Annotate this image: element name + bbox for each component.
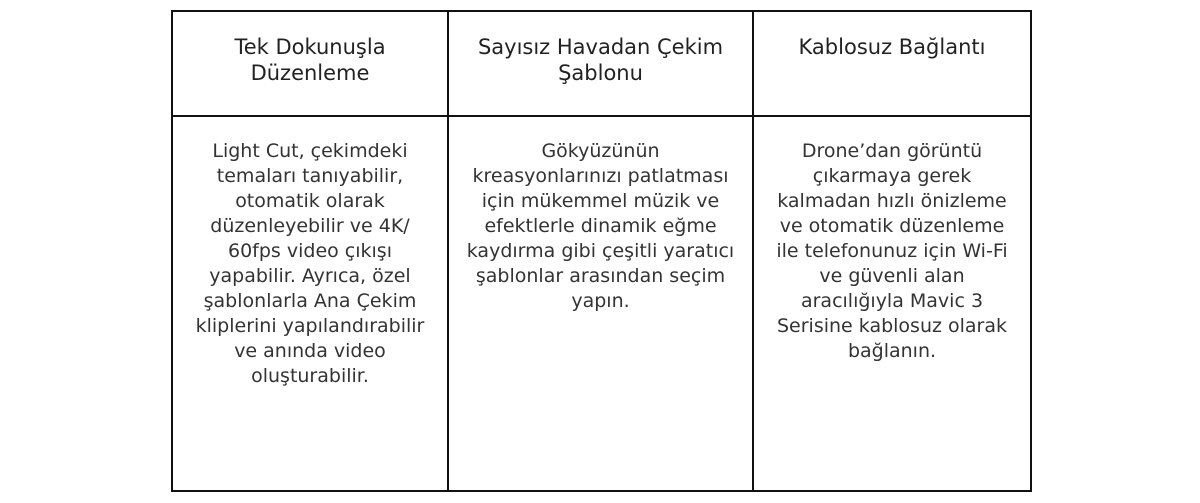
column-description: Light Cut, çekimdeki temaları tanıyabilir, otomatik olarak düzenleyebilir ve 4K/ 60fps video çıkışı yapabilir. Ayrıca, özel şablonlarla Ana Çekim kliplerini yapılandırabilir ve anında video oluşturabilir. — [195, 140, 425, 387]
header-cell-aerial-templates — [448, 11, 753, 116]
column-heading: Sayısız Havadan Çekim Şablonu — [477, 35, 724, 85]
column-heading: Kablosuz Bağlantı — [798, 35, 986, 59]
body-cell-aerial-templates — [448, 116, 753, 491]
feature-comparison-table — [171, 10, 1032, 492]
header-cell-one-touch-editing — [172, 11, 448, 116]
header-cell-wireless-connection — [753, 11, 1031, 116]
table-body-row — [172, 116, 1031, 491]
column-heading: Tek Dokunuşla Düzenleme — [234, 35, 386, 85]
body-cell-one-touch-editing — [172, 116, 448, 491]
column-description: Drone’dan görüntü çıkarmaya gerek kalmadan hızlı önizleme ve otomatik düzenleme ile telefonunuz için Wi-Fi ve güvenli alan aracılığıyla Mavic 3 Serisine kablosuz olarak bağlanın. — [776, 140, 1008, 362]
column-description: Gökyüzünün kreasyonlarınızı patlatması için mükemmel müzik ve efektlerle dinamik eğme kaydırma gibi çeşitli yaratıcı şablonlar arasından seçim yapın. — [466, 140, 735, 312]
table-header-row — [172, 11, 1031, 116]
body-cell-wireless-connection — [753, 116, 1031, 491]
